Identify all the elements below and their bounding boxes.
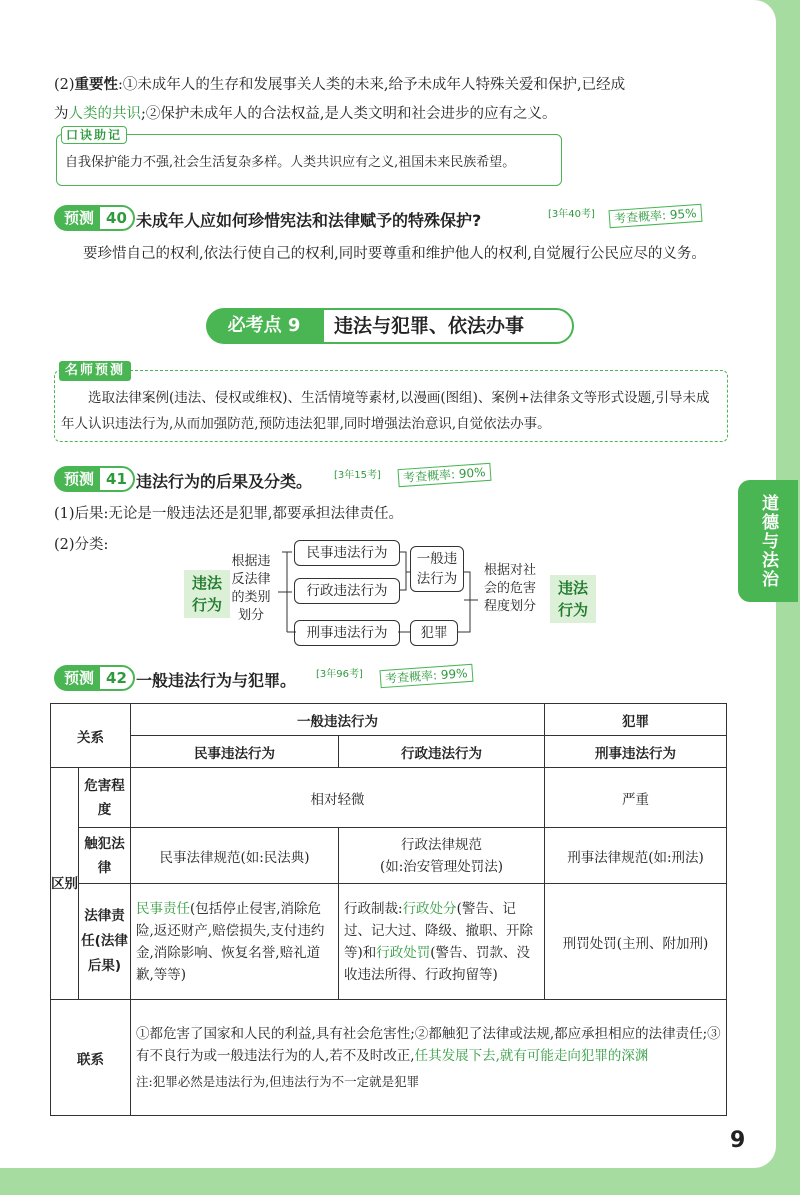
human-consensus-highlight: 人类的共识: [68, 106, 141, 122]
page-number: 9: [730, 1128, 746, 1153]
responsibility-civil: 民事责任(包括停止侵害,消除危险,返还财产,赔偿损失,支付违约金,消除影响、恢复名誉,赔礼道歉,等等): [131, 884, 339, 1000]
header-civil: 民事违法行为: [131, 736, 339, 768]
q42-years: [3年96考]: [316, 669, 363, 680]
q42-probability-stamp: 考查概率: 99%: [379, 664, 473, 688]
header-relation: 关系: [51, 704, 131, 768]
harm-crime: 严重: [545, 768, 727, 828]
diagram-crime-box: 犯罪: [410, 620, 458, 646]
diagram-civil-box: 民事违法行为: [294, 540, 400, 566]
law-label: 触犯法律: [79, 828, 131, 884]
teacher-prediction-tag: 名师预测: [59, 361, 131, 381]
q40-title: 未成年人应如何珍惜宪法和法律赋予的特殊保护?: [136, 211, 482, 230]
responsibility-criminal: 刑罚处罚(主刑、附加刑): [545, 884, 727, 1000]
harm-label: 危害程度: [79, 768, 131, 828]
q41-consequence: (1)后果:无论是一般违法还是犯罪,都要承担法律责任。: [54, 506, 404, 522]
diagram-right-note: 根据对社会的危害程度划分: [483, 563, 536, 614]
importance-line-1: (2)重要性:①未成年人的生存和发展事关人类的未来,给予未成年人特殊关爱和保护,已经成: [54, 76, 626, 93]
mnemonic-tag: 口诀助记: [61, 126, 127, 144]
q41-years: [3年15考]: [334, 470, 381, 481]
link-content: ①都危害了国家和人民的利益,具有社会危害性;②都触犯了法律或法规,都应承担相应的法律责任;③有不良行为或一般违法行为的人,若不及时改正,任其发展下去,就有可能走向犯罪的深渊 注:犯罪必然是违法行为,但违法行为不一定就是犯罪: [131, 1000, 727, 1116]
responsibility-label: 法律责任(法律后果): [79, 884, 131, 1000]
diagram-right-term: 违法行为: [550, 575, 596, 623]
responsibility-admin: 行政制裁:行政处分(警告、记过、记大过、降级、撤职、开除等)和行政处罚(警告、罚款、没收违法所得、行政拘留等): [339, 884, 545, 1000]
q41-probability-stamp: 考查概率: 90%: [397, 463, 491, 487]
link-label: 联系: [51, 1000, 131, 1116]
prediction-badge-41: 预测 41: [54, 466, 135, 492]
comparison-table: [50, 703, 727, 1116]
teacher-prediction-text: 选取法律案例(违法、侵权或维权)、生活情境等素材,以漫画(图组)、案例+法律条文等形式设题,引导未成年人认识违法行为,从而加强防范,预防违法犯罪,同时增强法治意识,自觉依法办事。: [61, 390, 710, 432]
diagram-admin-box: 行政违法行为: [294, 578, 400, 604]
exam-point-number: 必考点 9: [206, 308, 322, 344]
header-criminal: 刑事违法行为: [545, 736, 727, 768]
q41-classification-label: (2)分类:: [54, 537, 109, 553]
importance-line-2: 为人类的共识;②保护未成年人的合法权益,是人类文明和社会进步的应有之义。: [54, 106, 557, 122]
diagram-general-box: 一般违法行为: [410, 546, 464, 592]
subject-tab[interactable]: [738, 480, 798, 602]
diagram-left-note: 根据违反法律的类别划分: [231, 554, 271, 623]
header-admin: 行政违法行为: [339, 736, 545, 768]
diagram-left-term: 违法行为: [184, 570, 230, 618]
q40-probability-stamp: 考查概率: 95%: [608, 204, 702, 228]
q41-title: 违法行为的后果及分类。: [136, 472, 313, 491]
importance-heading: 重要性: [74, 76, 119, 93]
header-general: 一般违法行为: [131, 704, 545, 736]
law-criminal: 刑事法律规范(如:刑法): [545, 828, 727, 884]
law-admin: 行政法律规范 (如:治安管理处罚法): [339, 828, 545, 884]
law-civil: 民事法律规范(如:民法典): [131, 828, 339, 884]
prediction-badge-42: 预测 42: [54, 665, 135, 691]
header-crime: 犯罪: [545, 704, 727, 736]
q42-title: 一般违法行为与犯罪。: [136, 671, 297, 690]
diagram-criminal-box: 刑事违法行为: [294, 620, 400, 646]
q40-years: [3年40考]: [548, 209, 595, 220]
link-note: 注:犯罪必然是违法行为,但违法行为不一定就是犯罪: [136, 1073, 420, 1089]
link-highlight: 任其发展下去,就有可能走向犯罪的深渊: [414, 1047, 649, 1064]
q40-answer: 要珍惜自己的权利,依法行使自己的权利,同时要尊重和维护他人的权利,自觉履行公民应尽的义务。: [83, 246, 706, 262]
subject-tab-label: 道德与法治: [758, 494, 778, 589]
harm-general: 相对轻微: [131, 768, 545, 828]
prediction-badge-40: 预测 40: [54, 205, 135, 231]
distinction-label: 区别: [51, 768, 79, 1000]
mnemonic-text: 自我保护能力不强,社会生活复杂多样。人类共识应有之义,祖国未来民族希望。: [65, 155, 516, 170]
exam-point-title: 违法与犯罪、依法办事: [322, 308, 574, 344]
